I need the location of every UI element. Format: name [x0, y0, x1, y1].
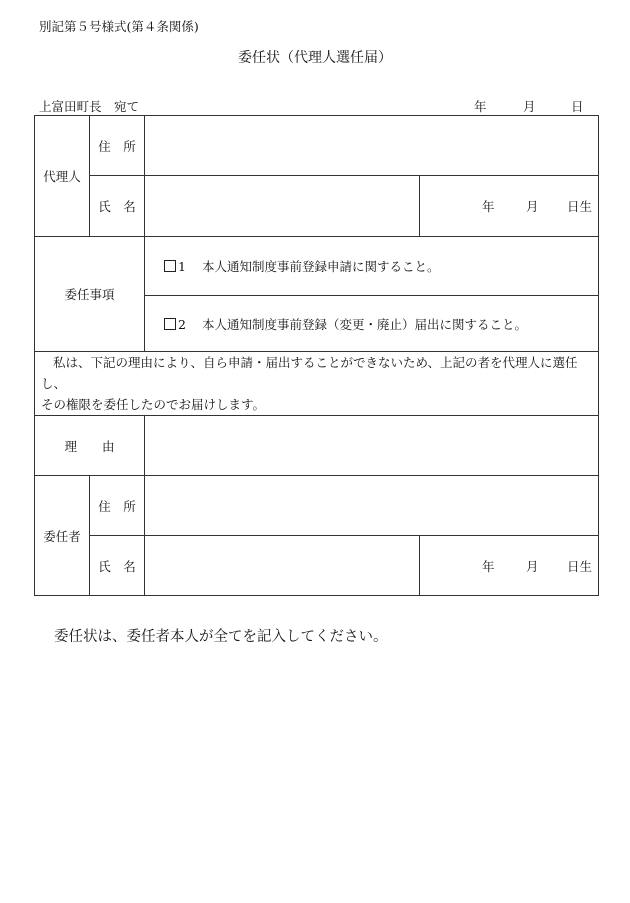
agent-birth-day-label: 日生	[567, 199, 593, 214]
delegator-name-field[interactable]	[145, 536, 420, 596]
matter-option-2-number: 2	[178, 316, 186, 332]
delegator-address-label: 住 所	[90, 476, 145, 536]
date-day-label: 日	[571, 99, 584, 114]
delegator-section-label: 委任者	[35, 476, 90, 596]
matter-row-1	[35, 237, 599, 296]
delegator-birth-year-label: 年	[482, 558, 495, 574]
checkbox-icon[interactable]	[164, 318, 176, 330]
delegator-address-row	[35, 476, 599, 536]
document-title: 委任状（代理人選任届）	[238, 50, 392, 66]
agent-birthdate-field[interactable]	[420, 176, 599, 237]
reason-label: 理 由	[35, 416, 145, 476]
statement-line-2: その権限を委任したのでお届けします。	[41, 397, 266, 412]
instruction-note: 委任状は、委任者本人が全てを記入してください。	[54, 629, 388, 645]
proxy-form-table	[34, 115, 599, 596]
matter-option-2[interactable]	[145, 296, 599, 352]
agent-birth-year-label: 年	[482, 199, 495, 214]
agent-section-label: 代理人	[35, 116, 90, 237]
date-year-label: 年	[474, 99, 487, 114]
agent-address-row	[35, 116, 599, 176]
matter-option-1[interactable]	[145, 237, 599, 296]
matter-option-2-text: 本人通知制度事前登録（変更・廃止）届出に関すること。	[201, 316, 527, 332]
agent-name-label: 氏 名	[90, 176, 145, 237]
matter-option-1-text: 本人通知制度事前登録申請に関すること。	[201, 259, 440, 274]
date-month-label: 月	[523, 99, 536, 114]
delegator-birthdate-field[interactable]	[420, 536, 599, 596]
delegator-birth-day-label: 日生	[567, 558, 593, 574]
matters-section-label: 委任事項	[35, 237, 145, 352]
reason-field[interactable]	[145, 416, 599, 476]
checkbox-icon[interactable]	[164, 260, 176, 272]
statement-row	[35, 352, 599, 416]
delegator-address-field[interactable]	[145, 476, 599, 536]
delegator-name-label: 氏 名	[90, 536, 145, 596]
agent-address-label: 住 所	[90, 116, 145, 176]
delegation-statement	[35, 352, 599, 416]
reason-row	[35, 416, 599, 476]
delegator-name-row	[35, 536, 599, 596]
statement-line-1: 私は、下記の理由により、自ら申請・届出することができないため、上記の者を代理人に選任し、	[41, 355, 578, 391]
agent-birth-month-label: 月	[526, 199, 539, 214]
matter-option-1-number: 1	[178, 259, 186, 274]
delegator-birth-month-label: 月	[526, 558, 539, 574]
addressee: 上富田町長 宛て	[39, 99, 140, 114]
agent-name-row	[35, 176, 599, 237]
form-number-label: 別記第５号様式(第４条関係)	[39, 19, 199, 34]
agent-name-field[interactable]	[145, 176, 420, 237]
agent-address-field[interactable]	[145, 116, 599, 176]
